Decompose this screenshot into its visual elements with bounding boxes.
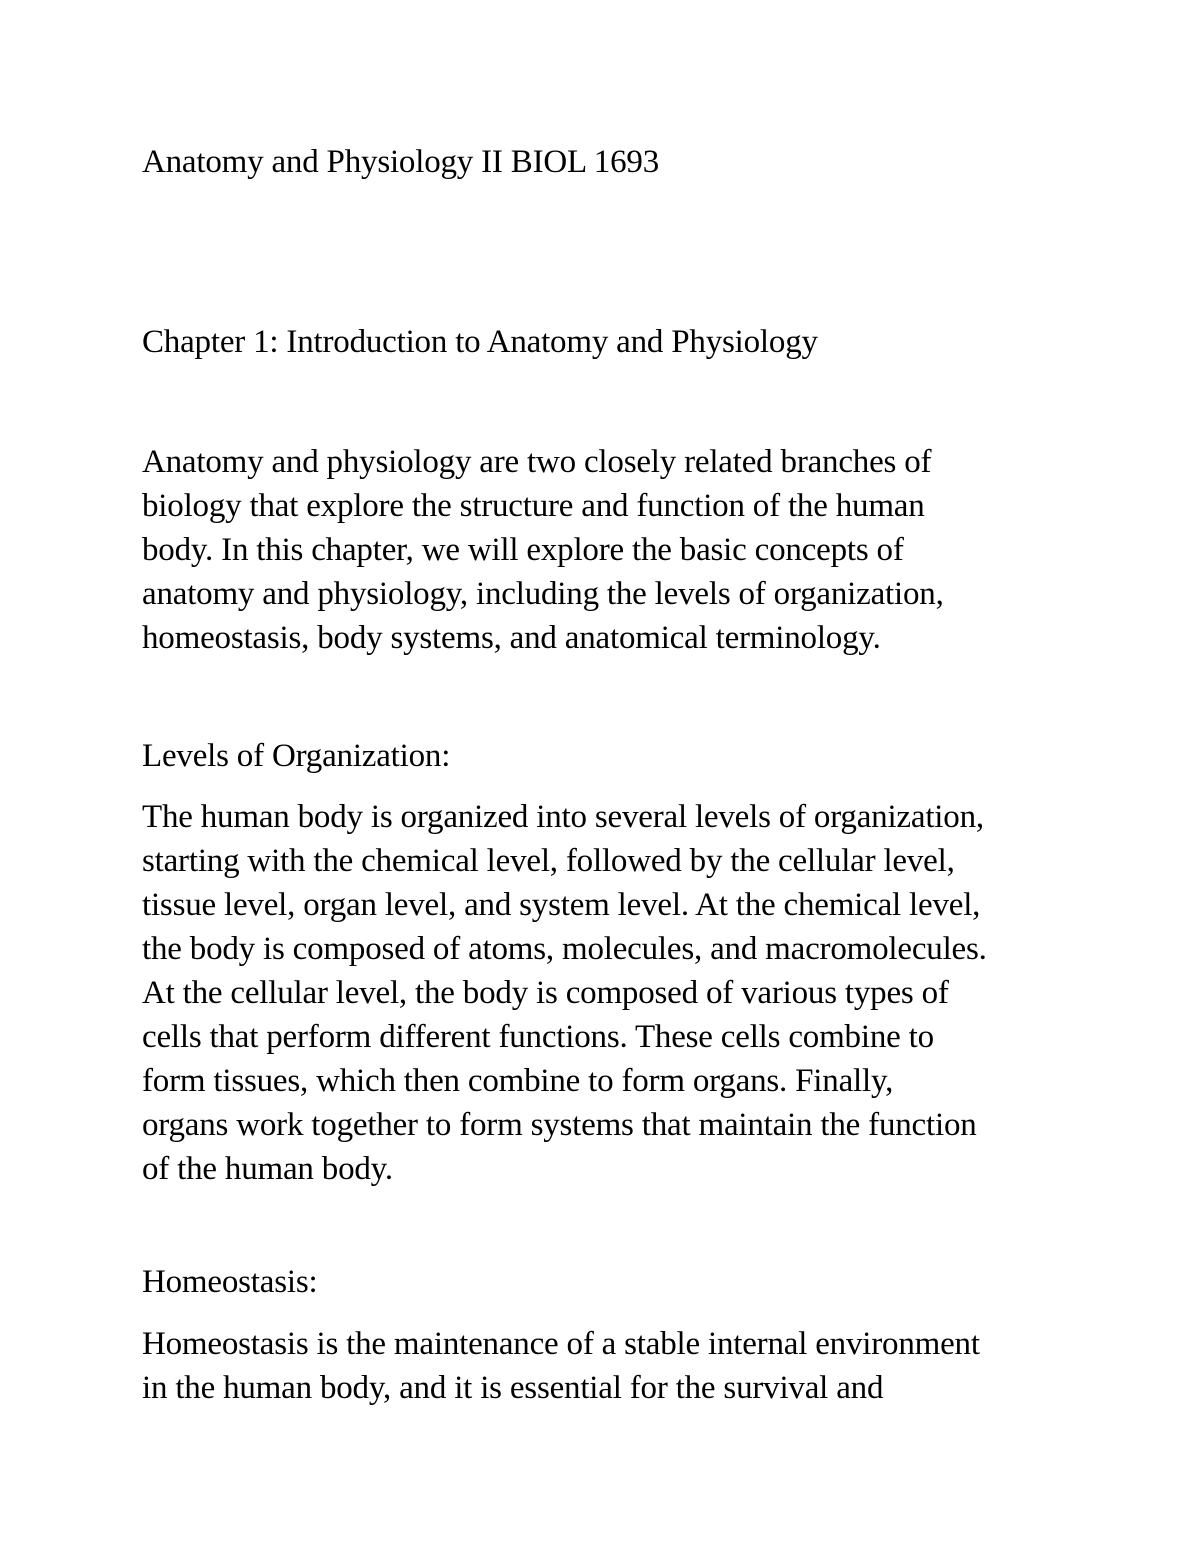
levels-line: starting with the chemical level, followed by the cellular level, <box>142 843 955 879</box>
intro-line: homeostasis, body systems, and anatomical terminology. <box>142 620 881 656</box>
intro-paragraph <box>142 440 1102 660</box>
levels-line: organs work together to form systems that maintain the function <box>142 1107 977 1143</box>
intro-line: body. In this chapter, we will explore the basic concepts of <box>142 532 904 568</box>
chapter-title: Chapter 1: Introduction to Anatomy and Physiology <box>142 324 818 360</box>
homeostasis-line: Homeostasis is the maintenance of a stable internal environment <box>142 1326 980 1362</box>
course-title: Anatomy and Physiology II BIOL 1693 <box>142 144 659 180</box>
homeostasis-line: in the human body, and it is essential for the survival and <box>142 1370 884 1406</box>
levels-line: cells that perform different functions. These cells combine to <box>142 1019 934 1055</box>
homeostasis-heading: Homeostasis: <box>142 1264 318 1300</box>
levels-line: The human body is organized into several levels of organization, <box>142 799 984 835</box>
levels-paragraph <box>142 795 1102 1191</box>
levels-line: of the human body. <box>142 1151 393 1187</box>
levels-line: tissue level, organ level, and system level. At the chemical level, <box>142 887 981 923</box>
homeostasis-paragraph <box>142 1322 1102 1410</box>
levels-line: the body is composed of atoms, molecules, and macromolecules. <box>142 931 987 967</box>
intro-line: biology that explore the structure and function of the human <box>142 488 925 524</box>
levels-line: At the cellular level, the body is composed of various types of <box>142 975 949 1011</box>
intro-line: Anatomy and physiology are two closely related branches of <box>142 444 932 480</box>
levels-heading: Levels of Organization: <box>142 738 451 774</box>
levels-line: form tissues, which then combine to form organs. Finally, <box>142 1063 894 1099</box>
intro-line: anatomy and physiology, including the levels of organization, <box>142 576 944 612</box>
